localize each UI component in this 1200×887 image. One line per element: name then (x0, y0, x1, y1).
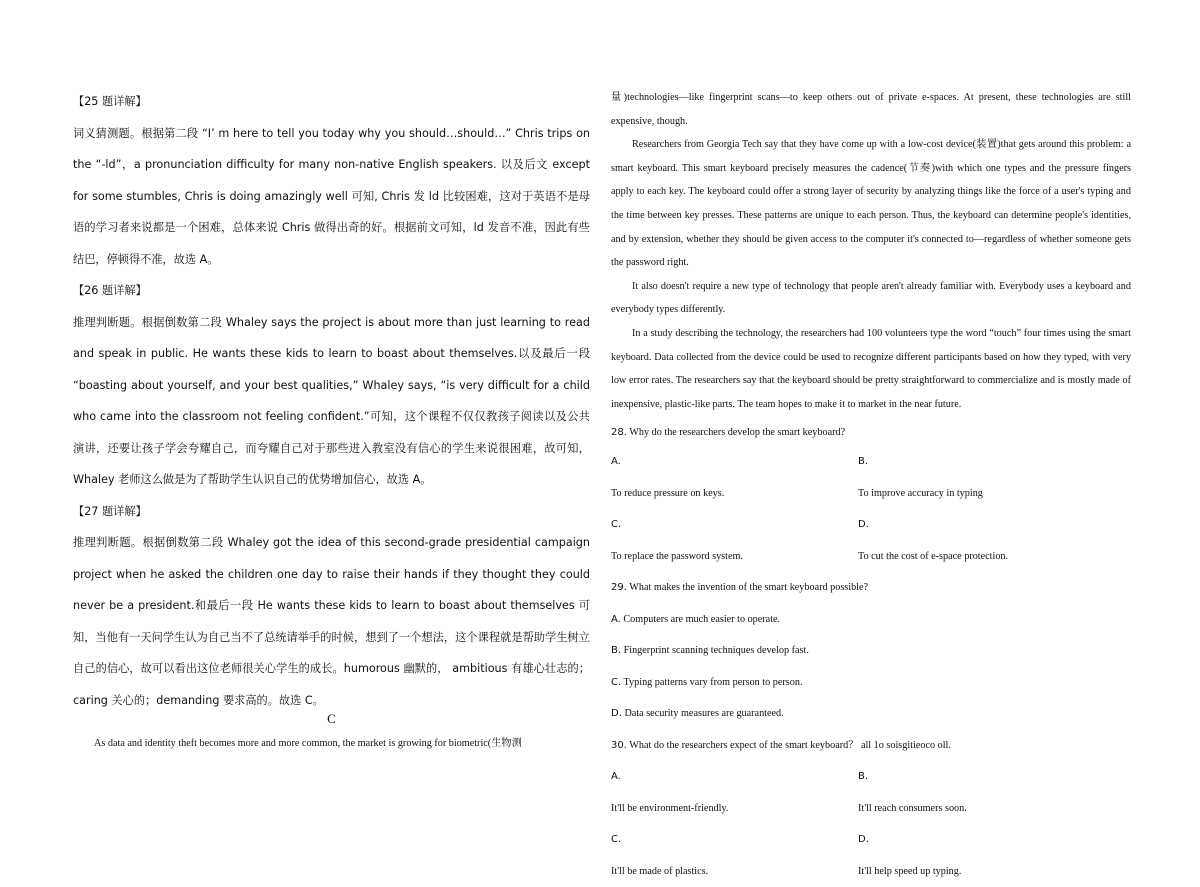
q25-explanation: 词义猜测题。根据第二段 “I’ m here to tell you today why you should…should…” Chris trips on the “-ld”，a pronunciation difficulty for many non-native English speakers. 以及后文 except for some stumbles, Chris is doing amazingly well 可知, Chris 发 ld 比较困难，这对于英语不是母语的学习者来说都是一个困难，总体来说 Chris 做得出奇的好。根据前文可知，ld 发音不准，因此有些结巴，停顿得不准，故选 A。 (73, 126, 590, 266)
q29-number: 29. (611, 582, 627, 594)
passage-paragraph-2: Researchers from Georgia Tech say that they have come up with a low-cost device(装置)that gets around this problem: a smart keyboard. This smart keyboard precisely measures the cadence(节奏)with which one types and the pressure fingers apply to each key. The keyboard could offer a strong layer of security by analyzing things like the force of a user's typing and the time between key presses. These patterns are unique to each person. Thus, the keyboard can determine people's identities, and by extension, whether they should be given access to the computer it's connected to—regardless of whether someone gets the password right. (611, 139, 1131, 269)
q29-option-a: A. Computers are much easier to operate. (611, 613, 781, 625)
q28-stem: Why do the researchers develop the smart keyboard? (629, 427, 846, 439)
question-30 (611, 730, 1131, 887)
q30-option-a: A. It'll be environment-friendly. (611, 771, 729, 814)
q28-number: 28. (611, 427, 627, 439)
q28-option-c: C. To replace the password system. (611, 519, 743, 562)
section-letter: C (327, 711, 336, 726)
q28-option-a: A. To reduce pressure on keys. (611, 456, 725, 499)
q30-number: 30. (611, 739, 627, 751)
passage-opening: As data and identity theft becomes more and more common, the market is growing for biometric(生物测 (94, 738, 522, 749)
q30-option-d: D. It'll help speed up typing. (858, 834, 962, 877)
question-29 (611, 572, 1131, 730)
q30-stem: What do the researchers expect of the smart keyboard？ all 1o soisgitieoco oll. (629, 739, 951, 751)
q25-heading: 【25 题详解】 (73, 95, 147, 108)
question-28 (611, 420, 1131, 572)
q26-explanation: 推理判断题。根据倒数第二段 Whaley says the project is about more than just learning to read and speak in public. He wants these kids to learn to boast about themselves.以及最后一段 “boasting about yourself, and your best qualities,” Whaley says, “is very difficult for a child who came into the classroom not feeling confident.”可知，这个课程不仅仅教孩子阅读以及公共演讲，还要让孩子学会夸耀自己，而夸耀自己对于那些进入教室没有信心的学生来说很困难，故可知，Whaley 老师这么做是为了帮助学生认识自己的优势增加信心，故选 A。 (73, 315, 590, 486)
q27-explanation: 推理判断题。根据倒数第二段 Whaley got the idea of this second-grade presidential campaign project when he asked the children one day to raise their hands if they thought they could never be a president.和最后一段 He wants these kids to learn to boast about themselves 可知，当他有一天问学生认为自己当不了总统请举手的时候，想到了一个想法，这个课程就是帮助学生树立自己的信心，故可以看出这位老师很关心学生的成长。humorous 幽默的， ambitious 有雄心壮志的；caring 关心的；demanding 要求高的。故选 C。 (73, 536, 590, 707)
q29-option-d: D. Data security measures are guaranteed. (611, 708, 784, 720)
q29-stem: What makes the invention of the smart keyboard possible? (629, 582, 869, 594)
q29-option-b: B. Fingerprint scanning techniques develop fast. (611, 645, 809, 657)
q28-option-d: D. To cut the cost of e-space protection. (858, 519, 1009, 562)
q26-heading: 【26 题详解】 (73, 284, 147, 297)
q30-option-c: C. It'll be made of plastics. (611, 834, 709, 877)
passage-paragraph-1: 量)technologies—like fingerprint scans—to keep others out of private e-spaces. At present, these technologies are still expensive, though. (611, 92, 1131, 127)
q30-option-b: B. It'll reach consumers soon. (858, 771, 967, 814)
q27-heading: 【27 题详解】 (73, 504, 147, 518)
q28-option-b: B. To improve accuracy in typing (858, 456, 983, 499)
q29-option-c: C. Typing patterns vary from person to person. (611, 676, 803, 688)
right-column (611, 86, 1131, 887)
passage-paragraph-4: In a study describing the technology, the researchers had 100 volunteers type the word “touch” four times using the smart keyboard. Data collected from the device could be used to recognize different participants based on how they typed, with very low error rates. The researchers say that the keyboard should be pretty straightforward to commercialize and is mostly made of inexpensive, plastic-like parts. The team hopes to make it to market in the near future. (611, 327, 1131, 410)
left-column (73, 86, 590, 716)
passage-paragraph-3: It also doesn't require a new type of technology that people aren't already familiar with. Everybody uses a keyboard and everybody types differently. (611, 280, 1131, 316)
